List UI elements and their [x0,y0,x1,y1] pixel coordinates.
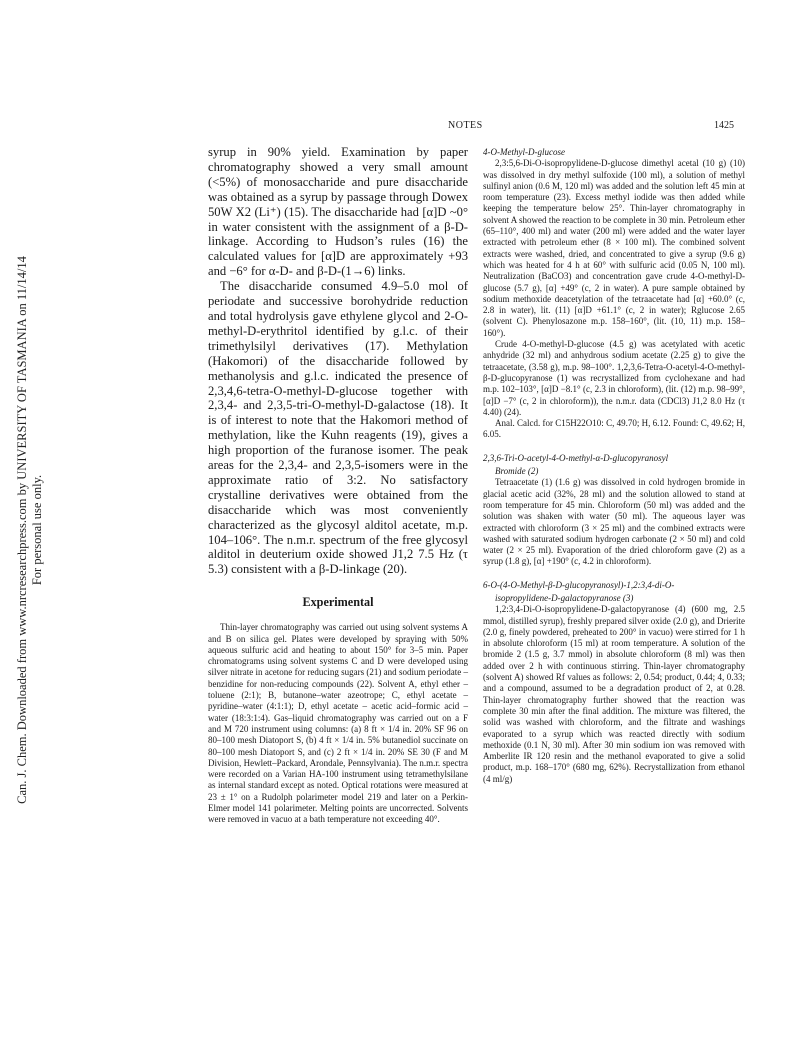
analysis-paragraph: Anal. Calcd. for C15H22O10: C, 49.70; H, 6.12. Found: C, 49.62; H, 6.05. [483,418,745,440]
page-number: 1425 [714,120,734,131]
procedure-paragraph: Tetraacetate (1) (1.6 g) was dissolved in cold hydrogen bromide in glacial acetic acid (32%, 28 ml) and the solution allowed to stand at room temperature for 45 min. Chloroform (50 ml) was added and the solution was shaken with water (50 ml). The aqueous layer was extracted with chloroform (3 × 25 ml) and the combined extracts were washed with saturated sodium hydrogen carbonate (2 × 50 ml) and cold water (2 × 25 ml). Evaporation of the dried chloroform gave (2) as a syrup (1.8 g), [α] +190° (c, 4.2 in chloroform). [483,477,745,567]
left-column [208,145,468,826]
personal-use-notice: For personal use only. [30,474,44,586]
subsection-heading-cont: Bromide (2) [495,466,539,477]
right-column [483,145,745,785]
experimental-paragraph: Thin-layer chromatography was carried out using solvent systems A and B on silica gel. Plates were developed by spraying with 50% aqueous sulfuric acid and heating to about 150° for 3–5 min. Paper chromatograms using solvent systems C and D were developed using silver nitrate in acetone for reducing sugars (21) and sodium periodate – benzidine for non-reducing compounds (22). Solvent A, ethyl ether – toluene (2:1); B, butanone–water azeotrope; C, ethyl acetate – pyridine–water (4:1:1); D, ethyl acetate – acetic acid–formic acid – water (18:3:1:4). Gas–liquid chromatography was carried out on a F and M 720 instrument using columns: (a) 8 ft × 1/4 in. 20% SF 96 on 80–100 mesh Diatoport S, (b) 4 ft × 1/4 in. 5% butanediol succinate on 80–100 mesh Diatoport S, and (c) 2 ft × 1/4 in. 20% SE 30 (F and M Division, Hewlett–Packard, Arondale, Pennsylvania). The n.m.r. spectra were recorded on a Varian HA-100 instrument using tetramethylsilane as internal standard except as noted. Optical rotations were measured at 23 ± 1° on a Rudolph polarimeter model 219 and later on a Perkin-Elmer model 141 polarimeter. Melting points are uncorrected. Solvents were removed in vacuo at a bath temperature not exceeding 40°. [208,622,468,825]
subsection-heading: 6-O-(4-O-Methyl-β-D-glucopyranosyl)-1,2:3,4-di-O- [483,579,675,590]
section-name: NOTES [448,120,483,131]
procedure-paragraph: 1,2:3,4-Di-O-isopropylidene-D-galactopyranose (4) (600 mg, 2.5 mmol, distilled syrup), freshly prepared silver oxide (2.0 g), and Drierite (2.0 g, finely powdered, preheated to 200° in vacuo) were stirred for 1 h in absolute chloroform (15 ml) at room temperature. A solution of the bromide 2 (1.5 g, 3.7 mmol) in absolute chloroform (8 ml) was then added over 2 h with continuous stirring. Thin-layer chromatography (solvent A) showed Rf values as follows: 2, 0.54; product, 0.44; 4, 0.33; and a compound, assumed to be a degradation product of 2, at 0.28. Thin-layer chromatography further showed that the reaction was complete 30 min after the final addition. The mixture was filtered, the solid was washed with chloroform, and the filtrate and washings evaporated to a syrup which was reacted directly with sodium methoxide (0.1 N, 30 ml). After 30 min sodium ion was removed with Amberlite IR 120 resin and the methanol evaporated to give a solid product, m.p. 168–170° (680 mg, 62%). Recrystallization from ethanol (4 ml/g) [483,604,745,784]
procedure-paragraph: 2,3:5,6-Di-O-isopropylidene-D-glucose dimethyl acetal (10 g) (10) was dissolved in dry methyl sulfoxide (100 ml), a solution of methyl sulfinyl anion (0.6 M, 120 ml) was added and the solution left 45 min at room temperature (23). Excess methyl iodide was then added while keeping the temperature below 25°. Thin-layer chromatography in solvent A showed the reaction to be complete in 30 min. Petroleum ether (65–110°, 400 ml) and water (200 ml) were added and the water layer extracted with petroleum ether (8 × 100 ml). The combined solvent extracts were washed, dried, and concentrated to give a syrup (9.6 g) which was heated for 4 h at 60° with sulfuric acid (0.05 N, 100 ml). Neutralization (BaCO3) and concentration gave crude 4-O-methyl-D-glucose (5.7 g), [α] +49° (c, 2 in water). A pure sample obtained by sodium methoxide deacetylation of the tetraacetate had [α] +60.0° (c, 2.8 in water), lit. (11) [α]D +61.1° (c, 2 in water); Rglucose 2.65 (solvent C). Phenylosazone m.p. 158–160°, (lit. (10, 11) m.p. 158–160°). [483,158,745,338]
download-watermark [15,30,45,1030]
body-paragraph: The disaccharide consumed 4.9–5.0 mol of periodate and successive borohydride reduction and total hydrolysis gave ethylene glycol and 2-O-methyl-D-erythritol identified by g.l.c. of their trimethylsilyl derivatives (17). Methylation (Hakomori) of the disaccharide followed by methanolysis and g.l.c. indicated the presence of 2,3,4,6-tetra-O-methyl-D-glucose together with 2,3,4- and 2,3,5-tri-O-methyl-D-galactose (18). It is of interest to note that the Hakomori method of methylation, like the Kuhn reagents (19), gives a high proportion of the furanose isomer. The peak areas for the 2,3,4- and 2,3,5-isomers were in the approximate ratio of 3:2. No satisfactory crystalline derivatives were obtained from the disaccharide which was most conveniently characterized as the glycosyl alditol acetate, m.p. 104–106°. The n.m.r. spectrum of the free glycosyl alditol in deuterium oxide showed J1,2 7.5 Hz (τ 5.3) consistent with a β-D-linkage (20). [208,279,468,577]
download-notice-line: Can. J. Chem. Downloaded from www.nrcresearchpress.com by UNIVERSITY OF TASMANIA on 11/14/14 [15,256,29,804]
section-heading: Experimental [302,595,374,610]
subsection-heading-cont: isopropylidene-D-galactopyranose (3) [495,592,634,603]
body-paragraph: syrup in 90% yield. Examination by paper chromatography showed a very small amount (<5%) of monosaccharide and pure disaccharide was obtained as a syrup by passage through Dowex 50W X2 (Li⁺) (15). The disaccharide had [α]D ~0° in water consistent with the assignment of a β-D-linkage. According to Hudson’s rules (16) the calculated values for [α]D are approximately +93 and −6° for α-D- and β-D-(1→6) links. [208,145,468,279]
procedure-paragraph: Crude 4-O-methyl-D-glucose (4.5 g) was acetylated with acetic anhydride (32 ml) and anhydrous sodium acetate (2.25 g) to give the tetraacetate, (3.58 g), m.p. 98–100°. 1,2,3,6-Tetra-O-acetyl-4-O-methyl-β-D-glucopyranose (1) was recrystallized from cyclohexane and had m.p. 102–103°, [α]D −8.1° (c, 2.3 in chloroform), (lit. (12) m.p. 98–99°, [α]D −7° (c, 2 in chloroform)), the n.m.r. data (CDCl3) J1,2 8.0 Hz (τ 4.40) (24). [483,339,745,417]
subsection-heading: 4-O-Methyl-D-glucose [483,147,565,157]
running-header [180,120,740,136]
subsection-heading: 2,3,6-Tri-O-acetyl-4-O-methyl-α-D-glucopyranosyl [483,452,669,463]
